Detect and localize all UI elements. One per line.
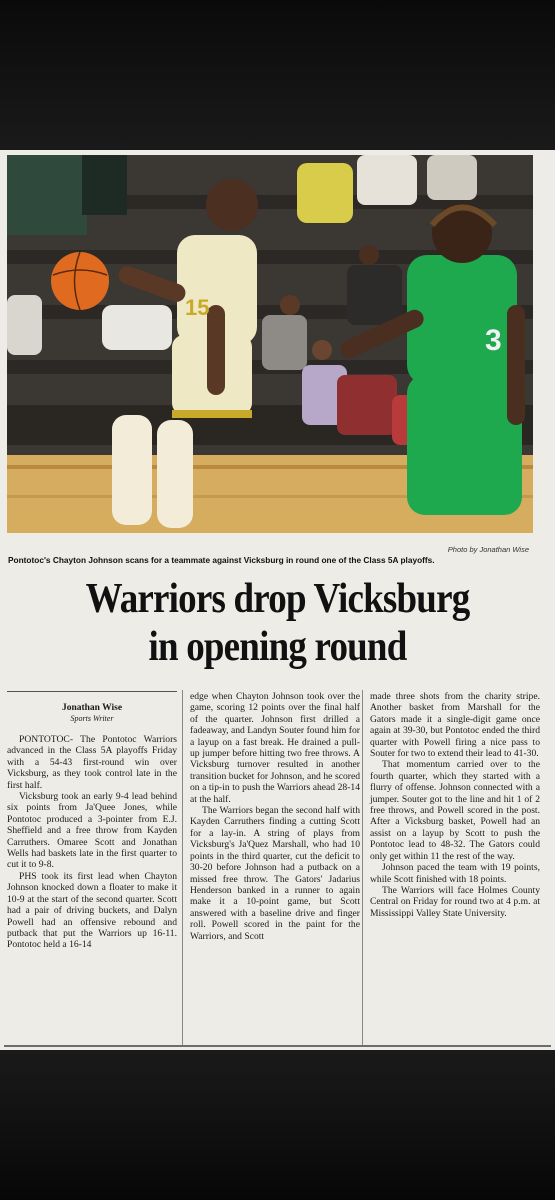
byline-name: Jonathan Wise xyxy=(61,703,123,713)
newspaper-clipping xyxy=(0,150,555,1050)
photo-credit: Photo by Jonathan Wise xyxy=(447,545,529,554)
article-column-2 xyxy=(190,691,360,942)
headline xyxy=(0,575,555,672)
away-jersey-number: 3 xyxy=(485,324,502,357)
headline-line-1: Warriors drop Vicksburg xyxy=(85,575,470,623)
game-photo xyxy=(7,155,533,533)
column-rule xyxy=(182,690,183,1045)
article-paragraph: Vicksburg took an early 9-4 lead behind six points from Ja'Quee Jones, while Pontotoc produced a 3-pointer from E.J. Sheffield and a free throw from Kayden Carruthers. Omaree Scott and Jonathan Wells had baskets late in the first quarter to cut it to 9-8. xyxy=(7,791,177,871)
column-rule xyxy=(362,690,363,1045)
article-column-3 xyxy=(370,691,540,919)
byline xyxy=(7,691,177,724)
article-paragraph: Johnson paced the team with 19 points, while Scott finished with 18 points. xyxy=(370,862,540,885)
article-paragraph: PONTOTOC- The Pontotoc Warriors advanced in the Class 5A playoffs Friday with a 54-43 first-round win over Vicksburg, as they took control late in the first half. xyxy=(7,734,177,791)
article-column-1 xyxy=(7,691,177,951)
bottom-dark-bar xyxy=(0,1050,555,1200)
article-paragraph: The Warriors will face Holmes County Central on Friday for round two at 4 p.m. at Mississippi Valley State University. xyxy=(370,884,540,919)
photo-caption: Pontotoc's Chayton Johnson scans for a teammate against Vicksburg in round one of the Class 5A playoffs. xyxy=(8,555,435,565)
basketball-photo-illustration xyxy=(7,155,533,533)
top-dark-bar xyxy=(0,0,555,150)
article-paragraph: The Warriors began the second half with Kayden Carruthers finding a cutting Scott for a lay-in. A string of plays from Vicksburg's Ja'Quez Marshall, who had 10 points in the third quarter, cut the deficit to 30-20 before Johnson had a putback on a missed free throw. The Gators' Jadarius Henderson banked in a runner to again make it a 10-point game, but Scott answered with a baseline drive and finger roll. Powell scored in the paint for the Warriors, and Scott xyxy=(190,805,360,942)
byline-role: Sports Writer xyxy=(70,714,114,723)
home-jersey-number: 15 xyxy=(185,295,210,320)
bottom-rule xyxy=(4,1045,551,1047)
article-paragraph: That momentum carried over to the fourth quarter, which they started with a flurry of offense. Johnson connected with a jumper. Souter got to the line and hit 1 of 2 free throws, and Powell scored in the post. After a Vicksburg basket, Powell had an assist on a layup by Scott to push the Pontotoc lead to 48-32. The Gators could only get within 11 the rest of the way. xyxy=(370,759,540,862)
article-paragraph: edge when Chayton Johnson took over the game, scoring 12 points over the final half of the quarter. Johnson first drilled a fadeaway, and Landyn Souter found him for a layup on a fast break. He drained a pull-up jumper before hitting two free throws. A Vicksburg turnover resulted in another transition bucket for Johnson, and he scored on a tip-in to push the Warriors ahead 28-14 at the half. xyxy=(190,691,360,805)
headline-line-2: in opening round xyxy=(148,623,407,671)
article-paragraph: PHS took its first lead when Chayton Johnson knocked down a floater to make it 10-9 at the start of the second quarter. Scott had a pair of driving buckets, and Dalyn Powell had an offensive rebound and putback that put the Warriors up 16-11. Pontotoc held a 16-14 xyxy=(7,870,177,951)
article-paragraph: made three shots from the charity stripe. Another basket from Marshall for the Gators made it a single-digit game once again at 39-30, but Pontotoc ended the third quarter with Powell firing a nice pass to Souter for two to extend their lead to 41-30. xyxy=(370,691,540,760)
